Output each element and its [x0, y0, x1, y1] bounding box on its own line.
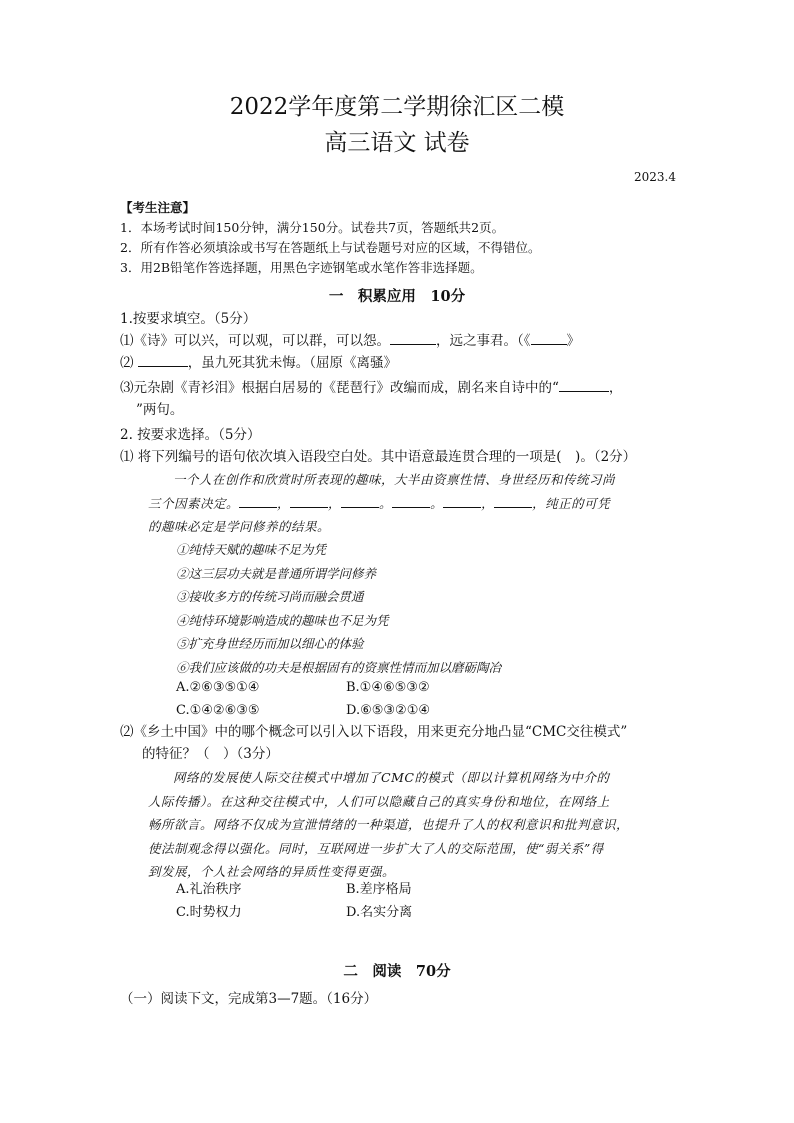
answer-blank[interactable]: [390, 330, 436, 345]
sentence-option: ⑥我们应该做的功夫是根据固有的资禀性情而加以磨砺陶冶: [176, 659, 502, 675]
passage-line: 人际传播）。在这种交往模式中，人们可以隐藏自己的真实身份和地位，在网络上: [148, 793, 610, 809]
sentence-option: ⑤扩充身世经历而加以细心的体验: [176, 636, 364, 651]
passage-line: 到发展，个人社会网络的异质性变得更强。: [148, 864, 396, 879]
question-1-1: [120, 330, 680, 352]
choice-d[interactable]: D.⑥⑤③②①④: [346, 703, 431, 718]
answer-blank[interactable]: [531, 330, 567, 345]
q1-2-text-a: ⑵: [120, 355, 138, 371]
passage-line: 畅所欲言。网络不仅成为宣泄情绪的一种渠道，也提升了人的权利意识和批判意识，: [148, 817, 630, 832]
question-2-1-choices: [176, 676, 596, 722]
answer-blank: [494, 493, 532, 508]
passage-text: 三个因素决定。: [148, 495, 240, 511]
question-1-3-cont: ”两句。: [136, 402, 184, 418]
q1-3-text-a: ⑶元杂剧《青衫泪》根据白居易的《琵琶行》改编而成，剧名来自诗中的“: [120, 380, 559, 396]
sentence-options: [176, 538, 676, 679]
section-1-heading: 一 积累应用 10分: [328, 288, 466, 305]
choice-c[interactable]: C.①④②⑥③⑤: [176, 703, 260, 718]
q1-2-text-b: ，虽九死其犹未悔。（屈原《离骚》: [187, 355, 398, 371]
passage-line: 的趣味必定是学问修养的结果。: [148, 519, 331, 534]
question-1-3: [120, 377, 680, 399]
sentence-option: ②这三层功夫就是普通所谓学问修养: [176, 565, 377, 581]
notice-heading: 【考生注意】: [120, 200, 196, 215]
passage-line: 一个人在创作和欣赏时所表现的趣味，大半由资禀性情、身世经历和传统习尚: [173, 472, 616, 487]
section-2-heading: 二 阅读 70分: [343, 963, 451, 980]
passage-line: 三个因素决定。 ， ， 。 。 ， ，纯正的可凭: [148, 492, 678, 516]
question-2-2-passage: [148, 766, 678, 884]
notice-item: 2．所有作答必须填涂或书写在答题纸上与试卷题号对应的区域，不得错位。: [120, 240, 541, 255]
notice-item: 1．本场考试时间150分钟，满分150分。试卷共7页，答题纸共2页。: [120, 220, 505, 235]
passage-line: 使法制观念得以强化。同时，互联网进一步扩大了人的交际范围，使“弱关系”得: [148, 840, 604, 856]
exam-subtitle: 高三语文 试卷: [324, 130, 470, 156]
sentence-option: ④纯恃环境影响造成的趣味也不足为凭: [176, 612, 389, 628]
question-2-2-stem: ⑵《乡土中国》中的哪个概念可以引入以下语段，用来更充分地凸显“CMC交往模式”: [120, 724, 628, 740]
choice-a[interactable]: A.礼治秩序: [176, 882, 242, 897]
question-1-2: [120, 352, 680, 374]
section-2-sub-1: （一）阅读下文，完成第3—7题。（16分）: [120, 991, 378, 1007]
sentence-option: ①纯恃天赋的趣味不足为凭: [176, 542, 327, 557]
q1-1-text-c: 》: [566, 333, 580, 349]
choice-a[interactable]: A.②⑥③⑤①④: [176, 680, 260, 695]
question-1-stem: 1.按要求填空。（5分）: [120, 311, 257, 327]
passage-text: ，纯正的可凭: [532, 495, 611, 511]
exam-date: 2023.4: [634, 170, 676, 184]
choice-d[interactable]: D.名实分离: [346, 905, 413, 920]
q1-1-text-a: ⑴《诗》可以兴，可以观，可以群，可以怨。: [120, 333, 390, 349]
question-2-1-passage: [148, 468, 678, 539]
question-2-2-stem-cont: 的特征？（ ）（3分）: [142, 746, 279, 762]
answer-blank: [392, 493, 430, 508]
answer-blank: [290, 493, 328, 508]
passage-line: 网络的发展使人际交往模式中增加了CMC的模式（即以计算机网络为中介的: [173, 770, 610, 785]
answer-blank: [443, 493, 481, 508]
question-2-1-stem: ⑴ 将下列编号的语句依次填入语段空白处。其中语意最连贯合理的一项是( )。（2分）: [120, 449, 637, 465]
sentence-option: ③接收多方的传统习尚而融会贯通: [176, 589, 364, 604]
choice-b[interactable]: B.①④⑥⑤③②: [346, 680, 430, 695]
notice-item: 3．用2B铅笔作答选择题，用黑色字迹钢笔或水笔作答非选择题。: [120, 260, 483, 275]
choice-b[interactable]: B.差序格局: [346, 882, 412, 897]
exam-notice: [120, 198, 680, 278]
answer-blank: [239, 493, 277, 508]
exam-title: 2022学年度第二学期徐汇区二模: [229, 94, 565, 120]
q1-1-text-b: ，远之事君。（《: [436, 333, 531, 349]
answer-blank: [341, 493, 379, 508]
choice-c[interactable]: C.时势权力: [176, 905, 242, 920]
question-2-2-choices: [176, 878, 596, 924]
answer-blank[interactable]: [559, 377, 609, 392]
answer-blank[interactable]: [138, 352, 188, 367]
question-2-stem: 2. 按要求选择。（5分）: [120, 427, 261, 443]
q1-3-text-b: ，: [608, 380, 623, 396]
